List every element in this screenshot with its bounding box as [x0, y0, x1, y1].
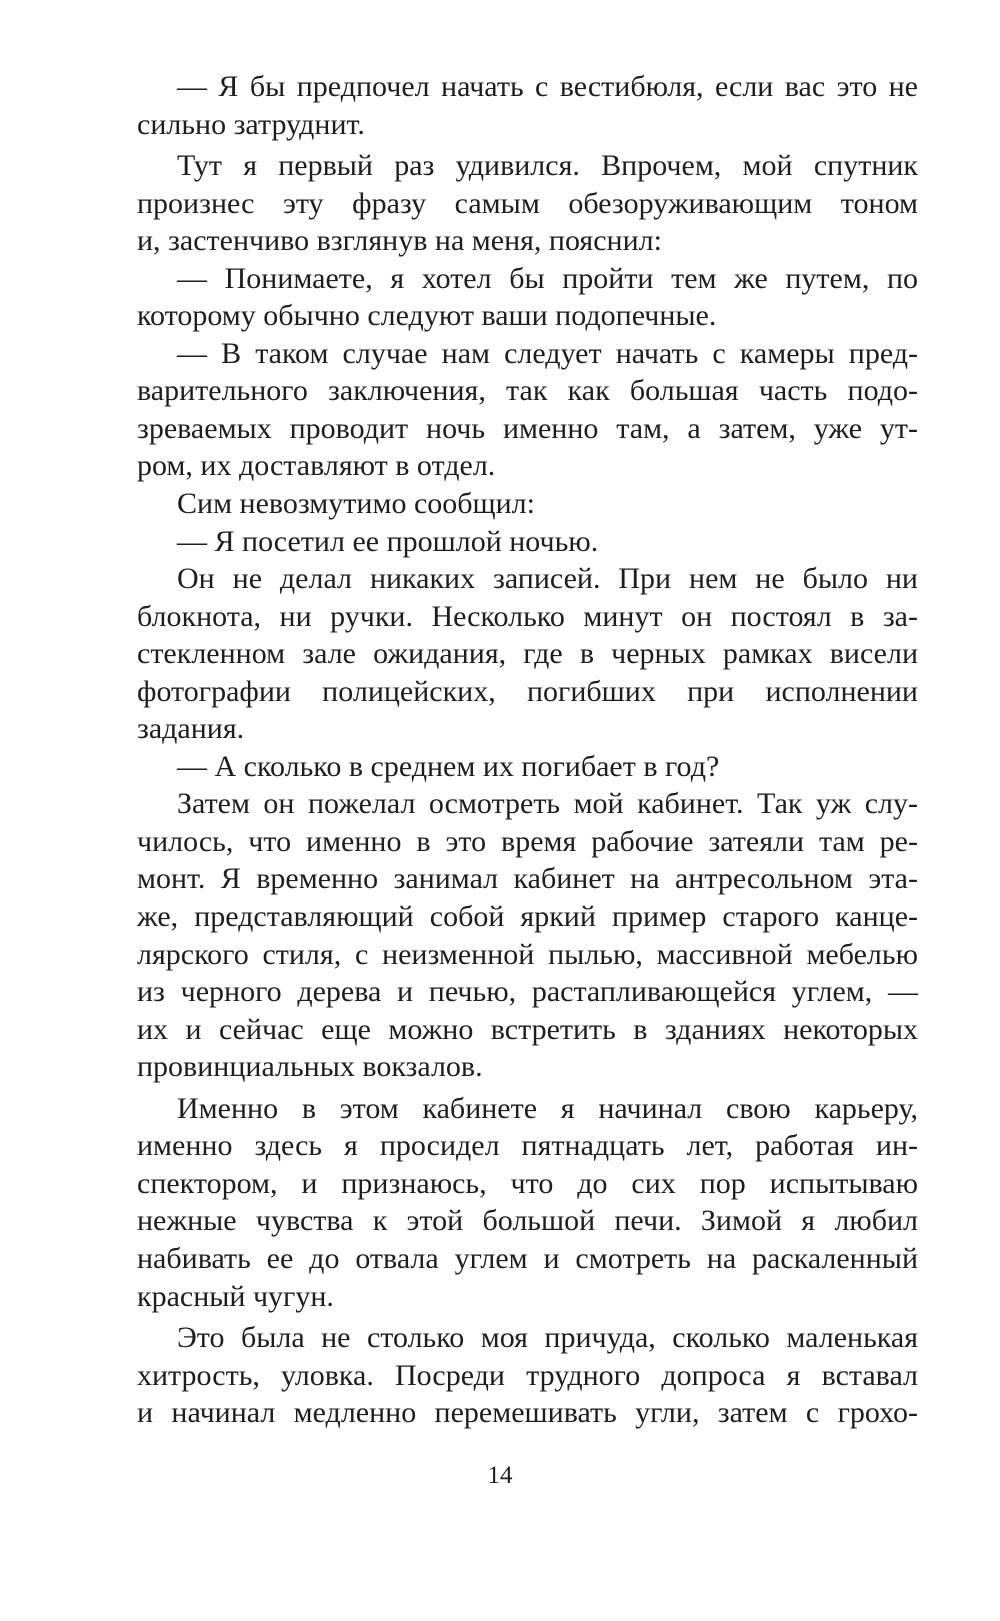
text-line: красный чугун. [137, 1279, 334, 1313]
text-line: блокнота, ни ручки. Несколько минут он постоял в за- [137, 599, 918, 633]
text-line: Это была не столько моя причуда, сколько маленькая [177, 1321, 918, 1355]
text-line: чилось, что именно в это время рабочие затеяли там ре- [137, 824, 918, 858]
text-line: — Понимаете, я хотел бы пройти тем же путем, по [177, 261, 918, 295]
text-line: — А сколько в среднем их погибает в год? [177, 749, 720, 783]
text-line: фотографии полицейских, погибших при исполнении [137, 674, 918, 708]
text-line: варительного заключения, так как большая часть подо- [137, 374, 918, 408]
text-line: ром, их доставляют в отдел. [137, 449, 496, 483]
text-line: задания. [137, 712, 245, 746]
text-line: их и сейчас еще можно встретить в зданиях некоторых [137, 1012, 918, 1046]
text-line: зреваемых проводит ночь именно там, а затем, уже ут- [137, 411, 918, 445]
text-line: из черного дерева и печью, растапливающейся углем, — [137, 975, 918, 1009]
text-line: же, представляющий собой яркий пример старого канце- [137, 900, 918, 934]
text-line: именно здесь я просидел пятнадцать лет, работая ин- [137, 1129, 918, 1163]
text-line: провинциальных вокзалов. [137, 1050, 483, 1084]
text-line: Сим невозмутимо сообщил: [177, 487, 535, 521]
text-line: и начинал медленно перемешивать угли, затем с грохо- [137, 1396, 918, 1430]
text-line: набивать ее до отвала углем и смотреть на раскаленный [137, 1241, 918, 1275]
text-line: хитрость, уловка. Посреди трудного допроса я вставал [137, 1358, 918, 1392]
text-line: монт. Я временно занимал кабинет на антресольном эта- [137, 862, 918, 896]
page-number: 14 [487, 1462, 513, 1489]
text-line: произнес эту фразу самым обезоруживающим тоном [137, 186, 918, 220]
text-line: спектором, и признаюсь, что до сих пор испытываю [137, 1166, 918, 1200]
text-line: Тут я первый раз удивился. Впрочем, мой спутник [177, 149, 918, 183]
text-line: — Я посетил ее прошлой ночью. [177, 524, 599, 558]
text-line: лярского стиля, с неизменной пылью, массивной мебелью [137, 937, 918, 971]
text-line: сильно затруднит. [137, 107, 365, 141]
text-line: Затем он пожелал осмотреть мой кабинет. Так уж слу- [177, 787, 918, 821]
text-line: — Я бы предпочел начать с вестибюля, если вас это не [177, 70, 918, 103]
text-line: нежные чувства к этой большой печи. Зимой я любил [137, 1204, 918, 1238]
body-text [137, 68, 918, 1432]
text-line: Именно в этом кабинете я начинал свою карьеру, [177, 1091, 918, 1125]
text-line: Он не делал никаких записей. При нем не было ни [177, 562, 918, 596]
text-line: которому обычно следуют ваши подопечные. [137, 299, 717, 333]
text-line: и, застенчиво взглянув на меня, пояснил: [137, 224, 662, 258]
text-line: — В таком случае нам следует начать с камеры пред- [177, 336, 918, 370]
text-line: стекленном зале ожидания, где в черных рамках висели [137, 637, 918, 671]
